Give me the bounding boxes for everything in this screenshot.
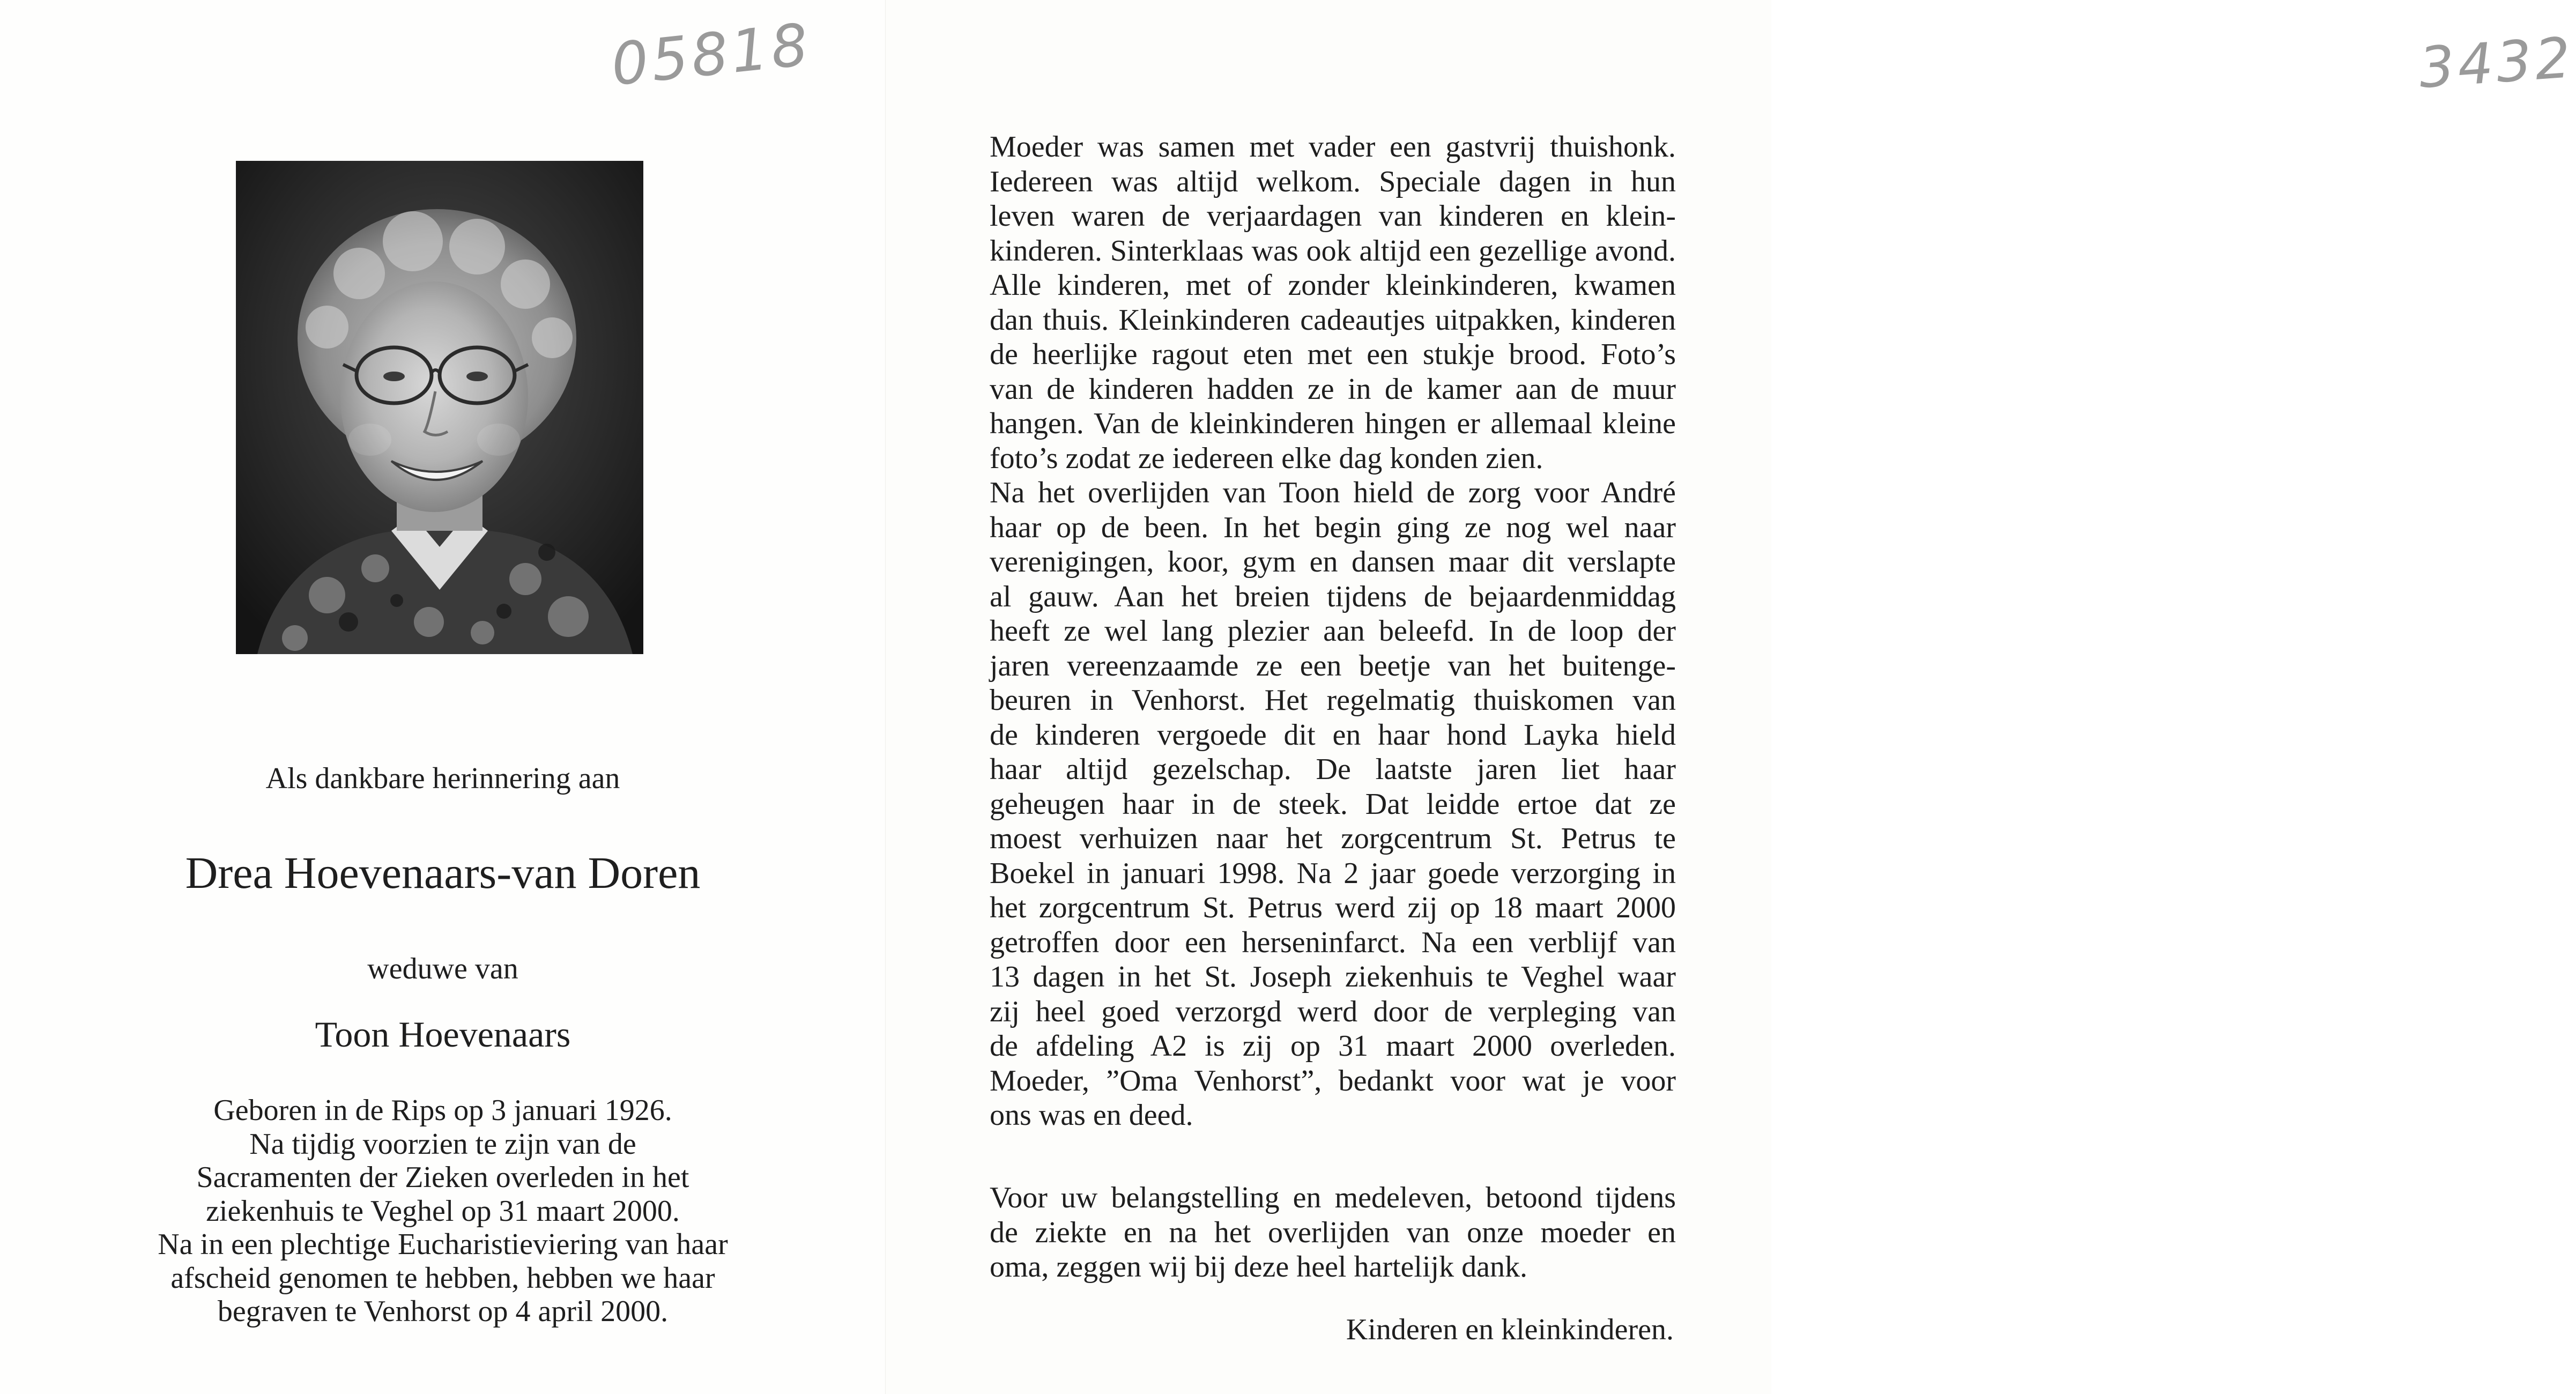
memoir-line: Na het overlijden van Toon hield de zorg voor André [990, 476, 1676, 509]
memoir-line: haar altijd gezelschap. De laatste jaren liet haar [990, 753, 1676, 786]
memoir-line: jaren vereenzaamde ze een beetje van het buitenge- [990, 649, 1676, 683]
memoir-line: geheugen haar in de steek. Dat leidde ertoe dat ze [990, 787, 1676, 821]
memoir-paragraph [990, 130, 1676, 1133]
memoir-line: verenigingen, koor, gym en dansen maar dit verslapte [990, 545, 1676, 579]
thanks-line: oma, zeggen wij bij deze heel hartelijk dank. [990, 1250, 1527, 1284]
memoir-line: Alle kinderen, met of zonder kleinkinderen, kwamen [990, 269, 1676, 302]
left-page [0, 0, 886, 1394]
biography-line: Na in een plechtige Eucharistieviering van haar [158, 1228, 728, 1261]
memoir-line: de afdeling A2 is zij op 31 maart 2000 overleden. [990, 1029, 1676, 1063]
handwritten-archive-number-right: 3432 [2417, 25, 2576, 101]
memoir-line: de heerlijke ragout eten met een stukje brood. Foto’s [990, 338, 1676, 371]
portrait-photo [236, 161, 643, 654]
memoir-line: het zorgcentrum St. Petrus werd zij op 18 maart 2000 [990, 891, 1676, 924]
memoir-line: moest verhuizen naar het zorgcentrum St. Petrus te [990, 822, 1676, 855]
memoir-line: ons was en deed. [990, 1099, 1193, 1132]
memoir-line: al gauw. Aan het breien tijdens de bejaardenmiddag [990, 580, 1676, 613]
memoir-line: Moeder was samen met vader een gastvrij thuishonk. [990, 130, 1676, 164]
memoir-line: foto’s zodat ze iedereen elke dag konden zien. [990, 441, 1543, 475]
memoir-line: haar op de been. In het begin ging ze nog wel naar [990, 510, 1676, 544]
thanks-paragraph [990, 1181, 1676, 1285]
biography-line: Geboren in de Rips op 3 januari 1926. [213, 1094, 672, 1127]
thanks-line: de ziekte en na het overlijden van onze moeder en [990, 1215, 1676, 1249]
biography-line: afscheid genomen te hebben, hebben we haar [170, 1261, 715, 1295]
memoir-line: zij heel goed verzorgd werd door de verpleging van [990, 995, 1676, 1028]
handwritten-archive-number-left: 05818 [608, 11, 815, 99]
biography-line: Sacramenten der Zieken overleden in het [196, 1161, 689, 1194]
biography-line: Na tijdig voorzien te zijn van de [249, 1127, 636, 1161]
memoir-line: leven waren de verjaardagen van kinderen en klein- [990, 199, 1676, 233]
spouse-name: Toon Hoevenaars [315, 1014, 571, 1055]
deceased-name: Drea Hoevenaars-van Doren [185, 848, 701, 898]
memoir-line: de kinderen vergoede dit en haar hond Layka hield [990, 718, 1676, 752]
memoir-line: beuren in Venhorst. Het regelmatig thuiskomen van [990, 684, 1676, 717]
memoir-line: kinderen. Sinterklaas was ook altijd een gezellige avond. [990, 234, 1676, 268]
widow-of-text: weduwe van [367, 952, 518, 985]
memoir-line: Iedereen was altijd welkom. Speciale dagen in hun [990, 165, 1676, 198]
memoir-line: dan thuis. Kleinkinderen cadeautjes uitpakken, kinderen [990, 303, 1676, 337]
biography-line: ziekenhuis te Veghel op 31 maart 2000. [206, 1194, 680, 1228]
family-signature: Kinderen en kleinkinderen. [1346, 1313, 1674, 1346]
biography-text [0, 1094, 886, 1329]
memoir-line: getroffen door een herseninfarct. Na een verblijf van [990, 925, 1676, 959]
memoir-line: Moeder, ”Oma Venhorst”, bedankt voor wat je voor [990, 1064, 1676, 1098]
memoir-line: Boekel in januari 1998. Na 2 jaar goede verzorging in [990, 856, 1676, 890]
thanks-line: Voor uw belangstelling en medeleven, betoond tijdens [990, 1181, 1676, 1214]
memoir-line: heeft ze wel lang plezier aan beleefd. In de loop der [990, 614, 1676, 648]
portrait-illustration [236, 161, 643, 654]
memorial-intro-text: Als dankbare herinnering aan [265, 762, 620, 795]
memoir-line: 13 dagen in het St. Joseph ziekenhuis te Veghel waar [990, 960, 1676, 993]
memoir-line: van de kinderen hadden ze in de kamer aan de muur [990, 372, 1676, 406]
memoir-line: hangen. Van de kleinkinderen hingen er allemaal kleine [990, 407, 1676, 440]
biography-line: begraven te Venhorst op 4 april 2000. [217, 1295, 669, 1328]
